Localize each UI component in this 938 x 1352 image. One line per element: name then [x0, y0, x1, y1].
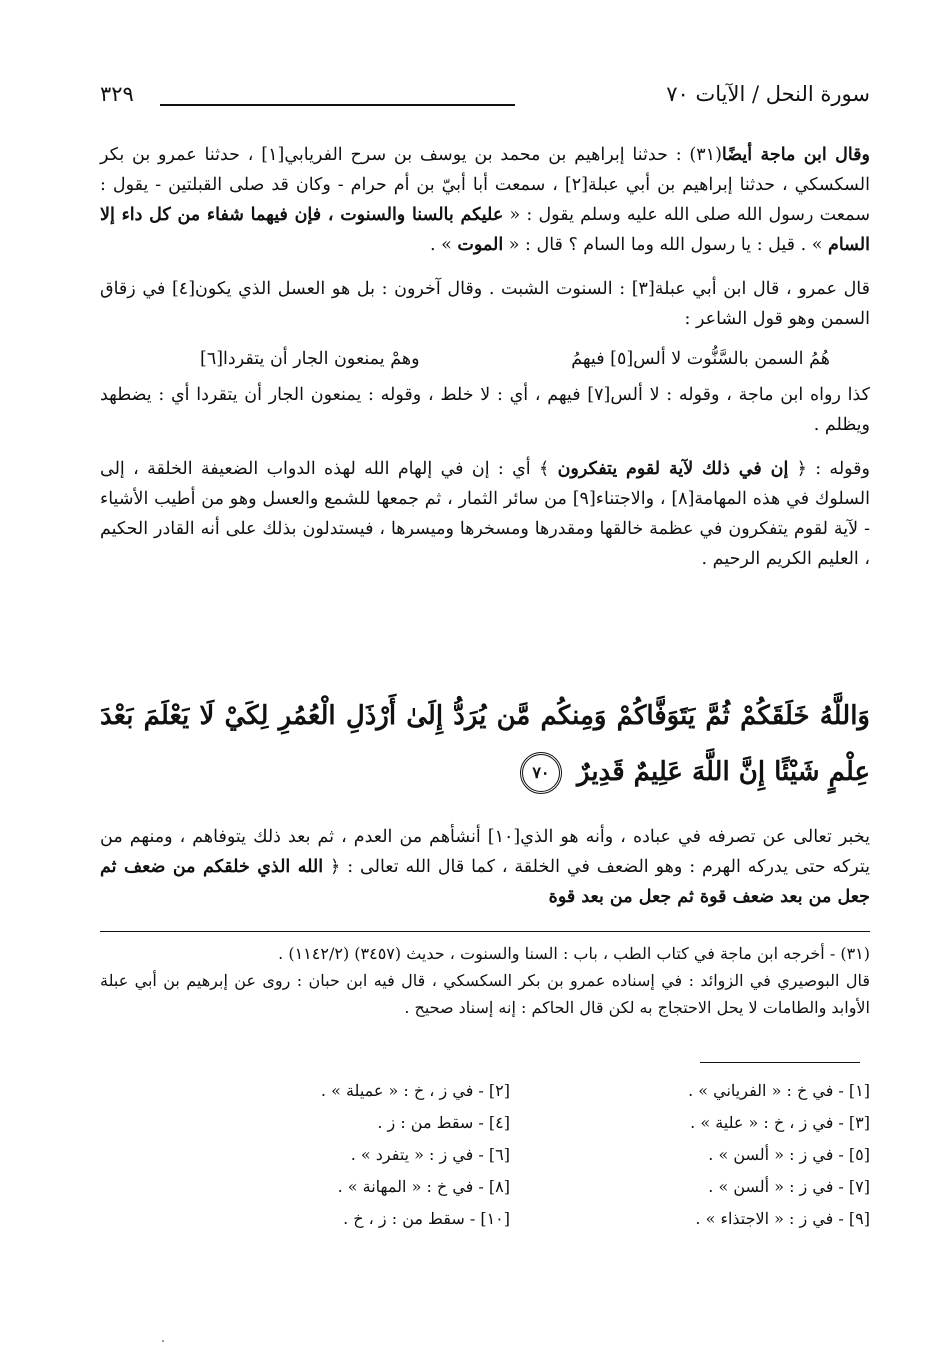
- variant-note: [٤] - سقط من : ز .: [377, 1113, 510, 1132]
- variant-note: [٩] - في ز : « الاجتذاء » .: [695, 1209, 870, 1228]
- quran-quote: إن في ذلك لآية لقوم يتفكرون: [557, 459, 789, 479]
- footnote-divider: [100, 931, 870, 932]
- poem-hemistich-left: وهمْ يمنعون الجار أن يتقردا[٦]: [200, 349, 420, 369]
- commentary-section-1: [100, 140, 870, 574]
- text-run: [٢] ، سمعت أبا أبيّ بن أم حرام - وكان قد صلى القبلتين - يقول : سمعت رسول الله صلى الله عليه وسلم يقول : «: [100, 175, 870, 225]
- text-run: وقوله : ﴿: [788, 459, 871, 479]
- explanation-paragraph: قال عمرو ، قال ابن أبي عبلة[٣] : السنوت الشبت . وقال آخرون : بل هو العسل الذي يكون[٤] في زقاق السمن وهو قول الشاعر :: [100, 279, 870, 329]
- footnote-31: (٣١) - أخرجه ابن ماجة في كتاب الطب ، باب : السنا والسنوت ، حديث (٣٤٥٧) (١١٤٢/٢) .: [278, 944, 870, 963]
- quran-quote: الله الذي خلقكم من ضعف ثم جعل من بعد ضعف قوة ثم جعل من بعد قوة: [100, 857, 870, 907]
- running-title: سورة النحل / الآيات ٧٠: [666, 82, 870, 106]
- scan-speck: [162, 1340, 164, 1342]
- hadith-answer: الموت: [457, 235, 504, 255]
- variant-note: [٨] - في خ : « المهانة » .: [337, 1177, 510, 1196]
- hadith-paragraph: [100, 140, 870, 260]
- text-run: » .: [429, 235, 458, 255]
- commentary-section-2: [100, 822, 870, 912]
- hadith-text: عليكم بالسنا والسنوت ، فإن فيهما شفاء من كل داء إلا السام: [100, 205, 870, 255]
- footnote-31-note: قال البوصيري في الزوائد : في إسناده عمرو بن بكر السكسكي ، قال فيه ابن حبان : روى عن إبرهيم بن أبي عبلة الأوابد والطامات لا يحل الاحتجاج به لكن قال الحاكم : إنه إسناد صحيح .: [100, 971, 870, 1017]
- verse-text: وَاللَّهُ خَلَقَكُمْ ثُمَّ يَتَوَفَّاكُمْ وَمِنكُم مَّن يُرَدُّ إِلَىٰ أَرْذَلِ الْعُمُرِ لِكَيْ لَا يَعْلَمَ بَعْدَ عِلْمٍ شَيْئًا إِنَّ اللَّهَ عَلِيمٌ قَدِيرٌ: [100, 701, 870, 787]
- poem-line: [100, 344, 870, 374]
- tafsir-paragraph: [100, 822, 870, 912]
- text-run: ﴾ أي : إن في إلهام الله لهذه الدواب الضعيفة الخلقة ، إلى السلوك في هذه المهامة[٨] ، والاجتناء[٩] من سائر الثمار ، ثم جمعها للشمع والعسل وهو من أطيب الأشياء - لآية لقوم يتفكرون في عظمة خالقها ومقدرها ومسخرها وميسرها ، فيستدلون بذلك على أنه القادر الحكيم ، العليم الكريم الرحيم .: [100, 459, 870, 569]
- page-header: [100, 82, 870, 116]
- variant-note: [٢] - في ز ، خ : « عميلة » .: [320, 1081, 510, 1100]
- poem-hemistich-right: هُمُ السمن بالسَّنُّوت لا ألس[٥] فيهمُ: [571, 349, 830, 369]
- variant-note: [١٠] - سقط من : ز ، خ .: [343, 1209, 510, 1228]
- page-number: ٣٢٩: [100, 82, 134, 106]
- text-run: وقال ابن ماجة أيضًا: [721, 145, 870, 165]
- tafsir-paragraph: [100, 454, 870, 574]
- text-run: يخبر تعالى عن تصرفه في عباده ، وأنه هو الذي[١٠] أنشأهم من العدم ، ثم بعد ذلك يتوفاهم ، ومنهم من يتركه حتى يدركه الهرم : وهو الضعف في الخلقة ، كما قال الله تعالى : ﴿: [100, 827, 870, 877]
- footnotes: [100, 940, 870, 1021]
- variant-note: [٥] - في ز : « ألسن » .: [708, 1145, 870, 1164]
- header-rule: [160, 104, 515, 106]
- variants-divider: [700, 1062, 860, 1063]
- variant-note: [٦] - في ز : « يتفرد » .: [350, 1145, 510, 1164]
- text-run: (٣١) : حدثنا إبراهيم بن محمد بن يوسف بن سرح الفريابي: [284, 145, 722, 165]
- manuscript-variants: [150, 1078, 870, 1232]
- variant-note: [٧] - في ز : « ألسن » .: [708, 1177, 870, 1196]
- explanation-paragraph: كذا رواه ابن ماجة ، وقوله : لا ألس[٧] فيهم ، أي : لا خلط ، وقوله : يمنعون الجار أن يتقردا أي : يضطهد ويظلم .: [100, 385, 870, 435]
- variant-note: [٣] - في ز ، خ : « علية » .: [690, 1113, 870, 1132]
- quran-verse: [100, 688, 870, 800]
- variant-note: [١] - في خ : « الفرياني » .: [688, 1081, 870, 1100]
- verse-number-marker: ٧٠: [520, 752, 562, 794]
- text-run: [١] ، حدثنا عمرو بن بكر السكسكي ، حدثنا إبراهيم بن أبي عبلة: [100, 145, 870, 195]
- text-run: » . قيل : يا رسول الله وما السام ؟ قال : «: [503, 235, 829, 255]
